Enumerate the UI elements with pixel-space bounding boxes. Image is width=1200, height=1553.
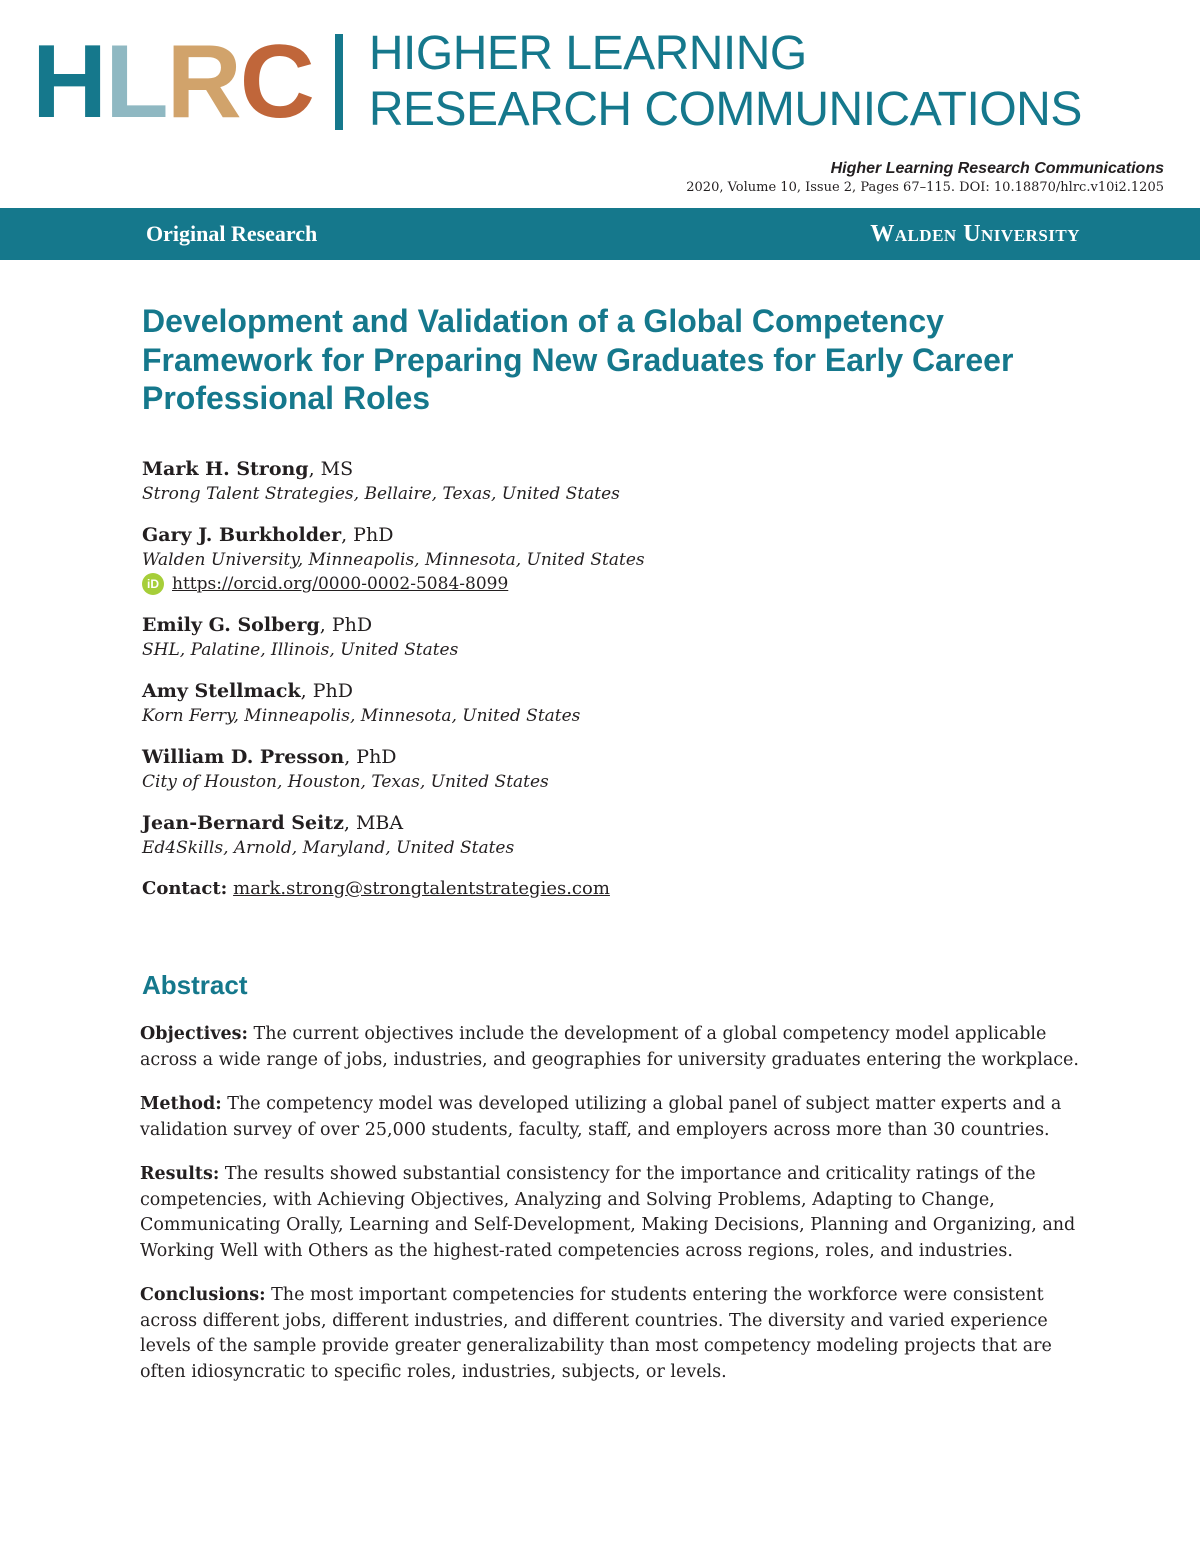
author-affiliation: Walden University, Minneapolis, Minnesota, United States: [142, 550, 645, 570]
article-title: Development and Validation of a Global Competency Framework for Preparing New Graduates for Early Career Professional Roles: [142, 303, 1014, 416]
institution-logo: Walden University: [870, 220, 1080, 247]
author-affiliation: Ed4Skills, Arnold, Maryland, United States: [142, 838, 515, 858]
abstract-section-text: The results showed substantial consistency for the importance and criticality ratings of the competencies, with Achieving Objectives, Analyzing and Solving Problems, Adapting to Change, Communicating Orally, Learning and Self-Development, Making Decisions, Planning and Organizing, and Working Well with Others as the highest-rated competencies across regions, roles, and industries.: [140, 1164, 1076, 1261]
logo-wordmark: [369, 26, 1082, 138]
abstract-method: [140, 1092, 1085, 1143]
abstract-section-text: The current objectives include the development of a global competency model applicable across a wide range of jobs, industries, and geographies for university graduates entering the workplace.: [140, 1024, 1079, 1070]
author-affiliation: City of Houston, Houston, Texas, United States: [142, 772, 549, 792]
author-list: [142, 456, 1082, 902]
abstract-heading: Abstract: [142, 970, 248, 1000]
author-degree: , MBA: [343, 812, 404, 834]
contact-label: Contact:: [142, 878, 228, 899]
abstract-body: [140, 1022, 1085, 1404]
contact-email-link[interactable]: mark.strong@strongtalentstrategies.com: [233, 878, 610, 899]
abstract-objectives: [140, 1022, 1085, 1073]
author-name: Amy Stellmack: [142, 680, 301, 702]
author-entry: [142, 744, 1082, 794]
logo-letter-h: H: [32, 24, 106, 140]
logo-line-2: RESEARCH COMMUNICATIONS: [368, 83, 1082, 136]
orcid-line: [142, 572, 1082, 596]
author-name: Mark H. Strong: [142, 458, 309, 480]
author-name: Jean-Bernard Seitz: [142, 812, 344, 834]
author-name: Gary J. Burkholder: [142, 524, 342, 546]
abstract-section-label: Conclusions:: [140, 1285, 266, 1305]
abstract-section-label: Results:: [140, 1164, 220, 1184]
author-entry: [142, 678, 1082, 728]
author-entry: [142, 522, 1082, 596]
logo-letter-l: L: [105, 24, 167, 140]
logo-line-1: HIGHER LEARNING: [368, 27, 807, 80]
author-entry: [142, 612, 1082, 662]
logo-letters: [32, 24, 313, 140]
author-degree: , PhD: [319, 614, 373, 636]
contact-line: [142, 876, 1082, 902]
logo-divider: [335, 34, 343, 130]
orcid-link[interactable]: https://orcid.org/0000-0002-5084-8099: [172, 574, 509, 594]
author-affiliation: Strong Talent Strategies, Bellaire, Texas, United States: [142, 484, 620, 504]
author-degree: , PhD: [344, 746, 397, 768]
abstract-results: [140, 1162, 1085, 1264]
abstract-section-label: Method:: [140, 1094, 222, 1114]
author-degree: , PhD: [300, 680, 354, 702]
abstract-conclusions: [140, 1283, 1085, 1385]
author-degree: , PhD: [341, 524, 394, 546]
logo-letter-r: R: [166, 24, 240, 140]
abstract-section-text: The most important competencies for students entering the workforce were consistent across different jobs, different industries, and different countries. The diversity and varied experience levels of the sample provide greater generalizability than most competency modeling projects that are often idiosyncratic to specific roles, industries, subjects, or levels.: [140, 1285, 1052, 1382]
author-degree: , MS: [308, 458, 354, 480]
journal-logo: [32, 24, 1082, 140]
article-type-label: Original Research: [146, 221, 318, 246]
journal-citation: 2020, Volume 10, Issue 2, Pages 67–115. DOI: 10.18870/hlrc.v10i2.1205: [686, 180, 1164, 195]
journal-name: Higher Learning Research Communications: [830, 160, 1164, 177]
author-affiliation: Korn Ferry, Minneapolis, Minnesota, United States: [142, 706, 581, 726]
abstract-section-label: Objectives:: [140, 1024, 248, 1044]
author-name: William D. Presson: [142, 746, 345, 768]
journal-meta: [686, 160, 1164, 195]
logo-letter-c: C: [239, 24, 313, 140]
author-affiliation: SHL, Palatine, Illinois, United States: [142, 640, 459, 660]
abstract-section-text: The competency model was developed utilizing a global panel of subject matter experts and a validation survey of over 25,000 students, faculty, staff, and employers across more than 30 countries.: [140, 1094, 1062, 1140]
article-type-band: [0, 208, 1200, 260]
author-name: Emily G. Solberg: [142, 614, 320, 636]
orcid-icon: iD: [142, 573, 164, 595]
author-entry: [142, 810, 1082, 860]
author-entry: [142, 456, 1082, 506]
